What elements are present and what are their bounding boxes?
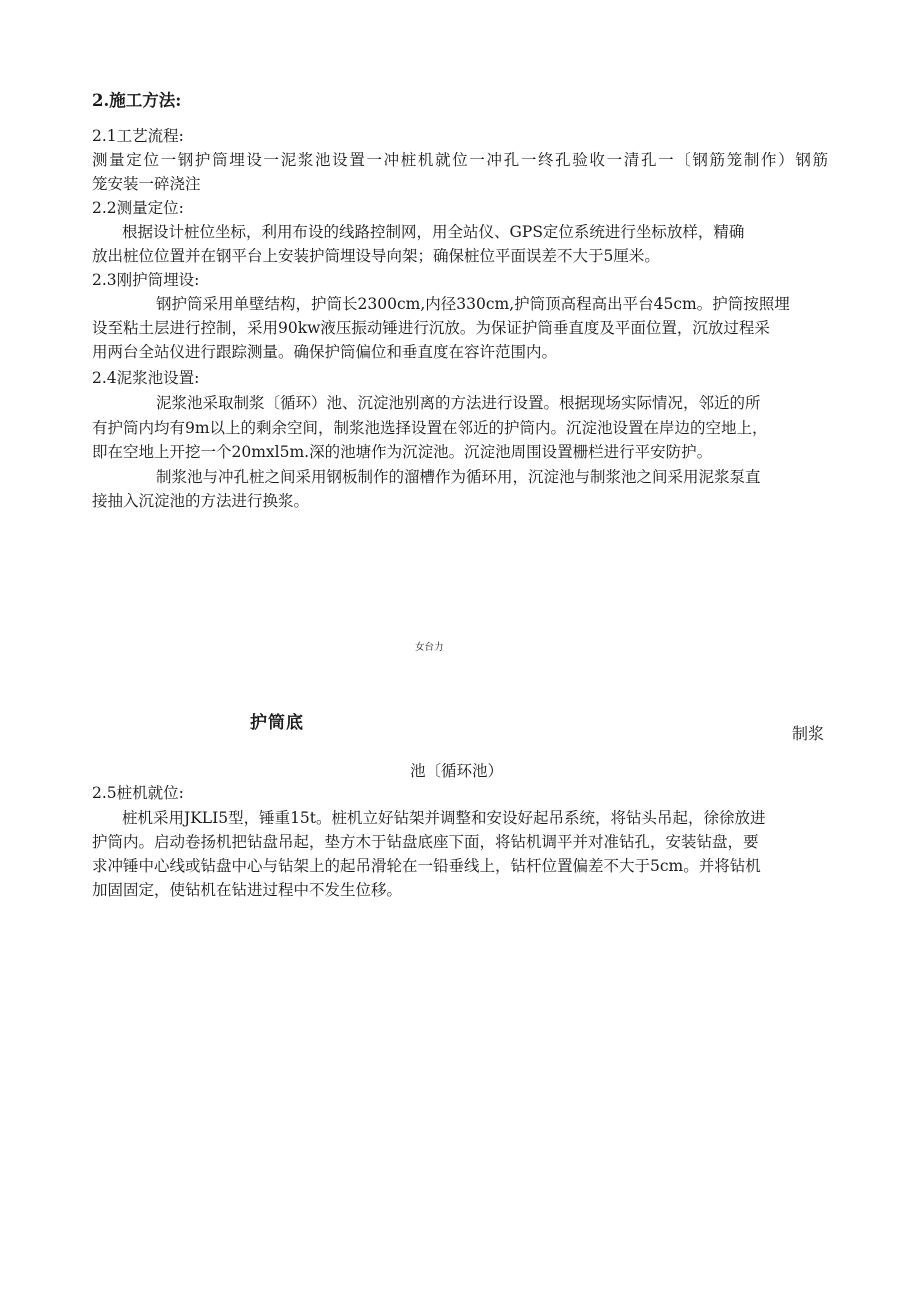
section-heading: 2.施工方法: — [92, 91, 182, 110]
s22-text-line2: 放出桩位位置并在钢平台上安装护筒埋设导向架；确保桩位平面误差不大于5厘米。 — [92, 247, 660, 265]
s24-title: 2.4泥浆池设置: — [92, 369, 200, 387]
s25-text-line3: 求冲锤中心线或钻盘中心与钻架上的起吊滑轮在一铅垂线上，钻杆位置偏差不大于5cm。并将钻机 — [92, 857, 761, 875]
figure-label-bottom: 池〔循环池） — [410, 762, 504, 780]
s24-p1-line2: 有护筒内均有9m以上的剩余空间，制浆池选择设置在邻近的护筒内。沉淀池设置在岸边的空地上， — [92, 419, 768, 437]
s22-text-line1: 根据设计桩位坐标，利用布设的线路控制网，用全站仪、GPS定位系统进行坐标放样，精确 — [122, 223, 745, 241]
s25-text-line2: 护筒内。启动卷扬机把钻盘吊起，垫方木于钻盘底座下面，将钻机调平并对准钻孔，安装钻盘，要 — [92, 833, 759, 851]
s23-text-line1: 钢护筒采用单壁结构，护筒长2300cm,内径330cm,护筒顶高程高出平台45cm。护筒按照埋 — [156, 295, 790, 313]
s24-p2-line2: 接抽入沉淀池的方法进行换浆。 — [92, 492, 310, 510]
s24-p1-line3: 即在空地上开挖一个20mxl5m.深的池塘作为沉淀池。沉淀池周围设置栅栏进行平安防护。 — [92, 443, 713, 461]
s21-title: 2.1工艺流程: — [92, 127, 184, 145]
s23-text-line3: 用两台全站仪进行跟踪测量。确保护筒偏位和垂直度在容许范围内。 — [92, 343, 558, 361]
figure-label-left: 护筒底 — [250, 713, 304, 733]
s21-text-line2: 笼安装一碎浇注 — [92, 175, 201, 193]
s23-title: 2.3刚护筒埋设: — [92, 271, 200, 289]
s21-text-line1: 测量定位一钢护筒埋设一泥浆池设置一冲桩机就位一冲孔一终孔验收一清孔一〔钢筋笼制作）钢筋 — [92, 151, 828, 169]
s22-title: 2.2测量定位: — [92, 199, 184, 217]
s25-text-line4: 加固固定，使钻机在钻进过程中不发生位移。 — [92, 881, 403, 899]
s23-text-line2: 设至粘土层进行控制，采用90kw液压振动锤进行沉放。为保证护筒垂直度及平面位置，沉放过程采 — [92, 319, 770, 337]
s25-title: 2.5桩机就位: — [92, 784, 184, 802]
figure-label-right: 制浆 — [792, 724, 825, 743]
s25-text-line1: 桩机采用JKLI5型，锤重15t。桩机立好钻架并调整和安设好起吊系统，将钻头吊起，徐徐放进 — [122, 809, 766, 827]
s24-p1-line1: 泥浆池采取制浆〔循环）池、沉淀池别离的方法进行设置。根据现场实际情况，邻近的所 — [156, 394, 761, 412]
s24-p2-line1: 制浆池与冲孔桩之间采用钢板制作的溜槽作为循环用，沉淀池与制浆池之间采用泥浆泵直 — [156, 468, 761, 486]
figure-label-top: 女台力 — [415, 642, 444, 653]
